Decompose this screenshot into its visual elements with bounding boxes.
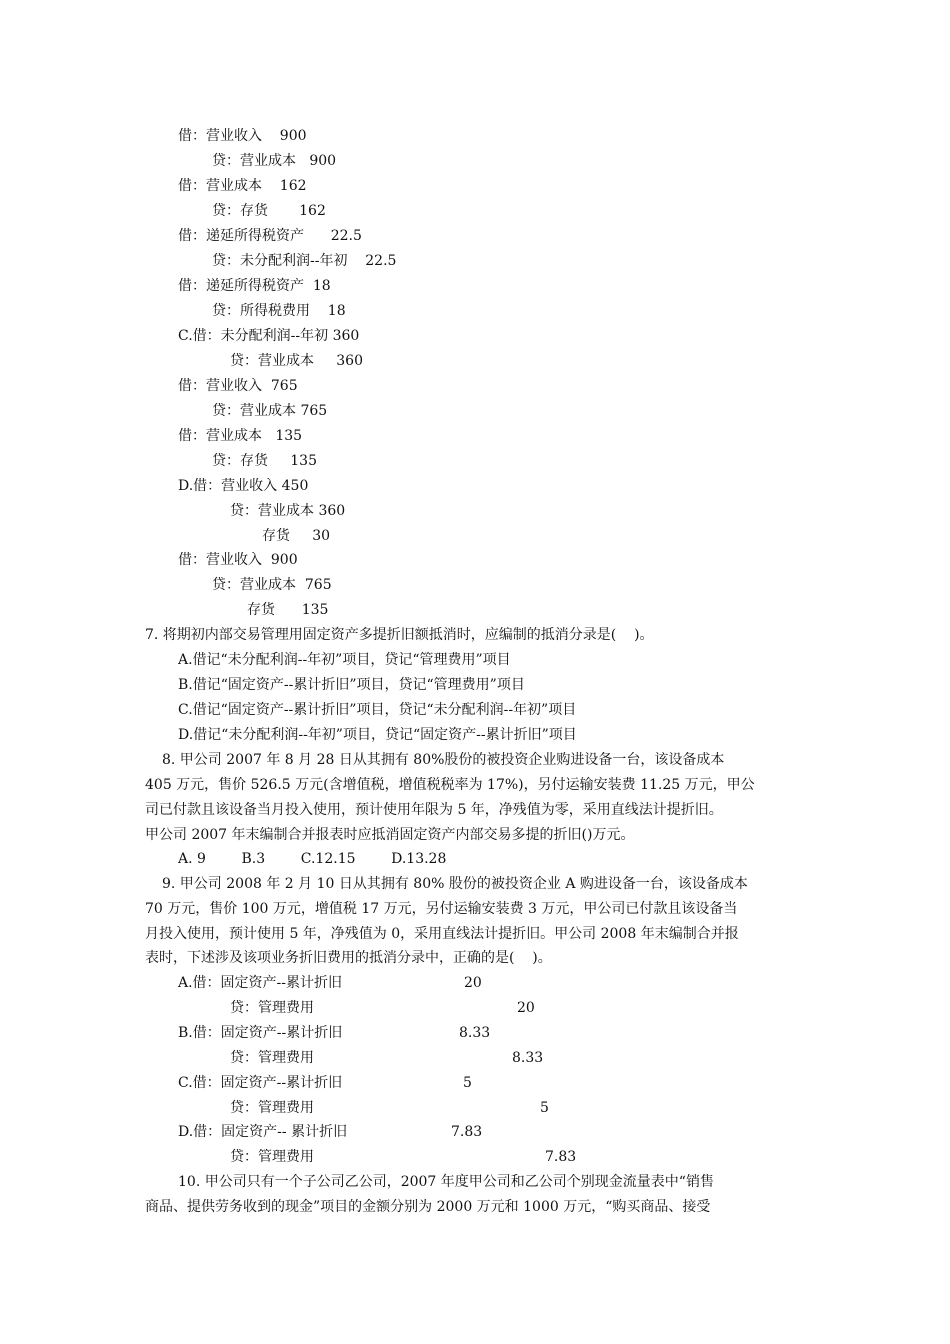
question-9-option-c-credit-amount: 5: [540, 1100, 549, 1116]
question-9-option-a-debit-amount: 20: [464, 975, 482, 991]
question-9-option-d-credit: 贷：管理费用: [230, 1149, 314, 1165]
question-8-line: 甲公司 2007 年末编制合并报表时应抵消固定资产内部交易多提的折旧()万元。: [145, 827, 635, 843]
entry-line: 贷：存货 135: [212, 453, 317, 469]
entry-line: 存货 135: [247, 602, 329, 618]
entry-line: 借：递延所得税资产 22.5: [178, 228, 362, 244]
question-9-option-a-debit: A.借：固定资产--累计折旧: [178, 975, 343, 991]
question-8-line: 司已付款且该设备当月投入使用，预计使用年限为 5 年，净残值为零，采用直线法计提折旧。: [145, 802, 723, 818]
entry-line: 存货 30: [262, 528, 331, 544]
entry-line: 借：递延所得税资产 18: [178, 278, 331, 294]
entry-line: 贷：营业成本 360: [230, 503, 346, 519]
question-9-option-a-credit: 贷：管理费用: [230, 1000, 314, 1016]
entry-line: 贷：未分配利润--年初 22.5: [212, 253, 397, 269]
question-9-option-a-credit-amount: 20: [517, 1000, 535, 1016]
question-7-option-b: B.借记“固定资产--累计折旧”项目，贷记“管理费用”项目: [178, 677, 525, 693]
question-10-line: 商品、提供劳务收到的现金”项目的金额分别为 2000 万元和 1000 万元，“购买商品、接受: [145, 1199, 711, 1215]
entry-line: 贷：营业成本 900: [212, 153, 337, 169]
entry-line: 借：营业成本 135: [178, 428, 303, 444]
entry-line: 贷：存货 162: [212, 203, 326, 219]
entry-line: 贷：营业成本 765: [212, 577, 332, 593]
question-8-options: A. 9 B.3 C.12.15 D.13.28: [178, 851, 447, 867]
question-7-stem: 7. 将期初内部交易管理用固定资产多提折旧额抵消时，应编制的抵消分录是( )。: [145, 627, 654, 643]
question-9-line: 表时，下述涉及该项业务折旧费用的抵消分录中，正确的是( )。: [145, 950, 552, 966]
question-9-option-c-debit: C.借：固定资产--累计折旧: [178, 1075, 343, 1091]
question-7-option-c: C.借记“固定资产--累计折旧”项目，贷记“未分配利润--年初”项目: [178, 702, 577, 718]
question-9-option-d-debit: D.借：固定资产-- 累计折旧: [178, 1124, 348, 1140]
entry-line: 贷：所得税费用 18: [212, 303, 346, 319]
question-8-line: 405 万元，售价 526.5 万元(含增值税，增值税税率为 17%)，另付运输安装费 11.25 万元，甲公: [145, 777, 755, 793]
question-9-option-b-credit: 贷：管理费用: [230, 1050, 314, 1066]
entry-line: C.借：未分配利润--年初 360: [178, 328, 360, 344]
entry-line: 借：营业收入 900: [178, 552, 298, 568]
question-9-option-d-credit-amount: 7.83: [545, 1149, 577, 1165]
question-7-option-d: D.借记“未分配利润--年初”项目，贷记“固定资产--累计折旧”项目: [178, 727, 577, 743]
question-9-option-c-debit-amount: 5: [463, 1075, 472, 1091]
entry-line: 贷：营业成本 765: [212, 403, 328, 419]
question-9-line: 70 万元，售价 100 万元，增值税 17 万元，另付运输安装费 3 万元，甲公司已付款且该设备当: [145, 901, 738, 917]
entry-line: 贷：营业成本 360: [230, 353, 363, 369]
entry-line: 借：营业成本 162: [178, 178, 307, 194]
question-10-line: 10. 甲公司只有一个子公司乙公司，2007 年度甲公司和乙公司个别现金流量表中“销售: [178, 1174, 714, 1190]
question-9-line: 9. 甲公司 2008 年 2 月 10 日从其拥有 80% 股份的被投资企业 A 购进设备一台，该设备成本: [162, 876, 748, 892]
entry-line: D.借：营业收入 450: [178, 478, 309, 494]
question-9-line: 月投入使用，预计使用 5 年，净残值为 0，采用直线法计提折旧。甲公司 2008 年末编制合并报: [145, 926, 739, 942]
question-9-option-b-debit-amount: 8.33: [459, 1025, 491, 1041]
question-7-option-a: A.借记“未分配利润--年初”项目，贷记“管理费用”项目: [178, 652, 511, 668]
question-9-option-c-credit: 贷：管理费用: [230, 1100, 314, 1116]
question-8-line: 8. 甲公司 2007 年 8 月 28 日从其拥有 80%股份的被投资企业购进设备一台，该设备成本: [162, 752, 725, 768]
entry-line: 借：营业收入 900: [178, 128, 307, 144]
question-9-option-b-credit-amount: 8.33: [512, 1050, 544, 1066]
question-9-option-b-debit: B.借：固定资产--累计折旧: [178, 1025, 343, 1041]
entry-line: 借：营业收入 765: [178, 378, 298, 394]
question-9-option-d-debit-amount: 7.83: [451, 1124, 483, 1140]
